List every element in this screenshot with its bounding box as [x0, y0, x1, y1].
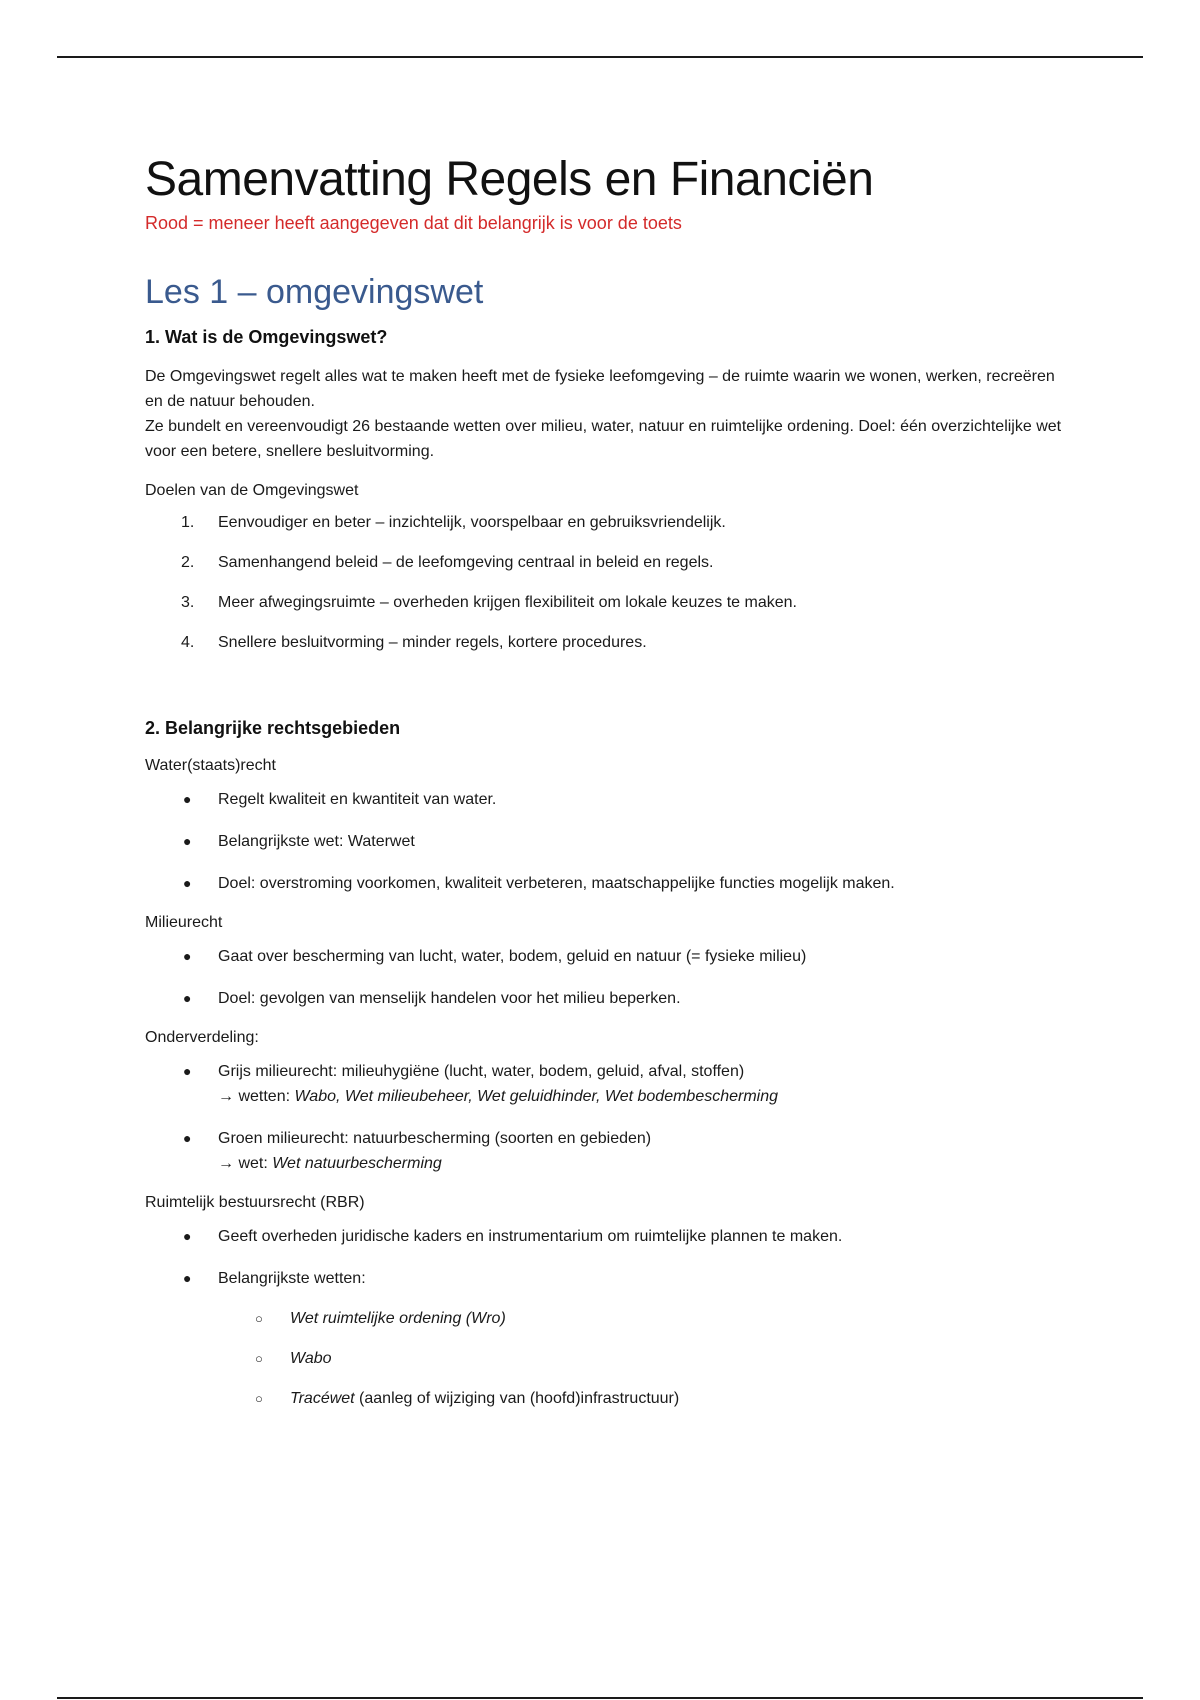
law-names: Wet natuurbescherming	[272, 1154, 442, 1172]
bullet-icon: ●	[183, 832, 192, 849]
list-item-text: Belangrijkste wetten:	[218, 1269, 366, 1287]
water-list	[145, 787, 1065, 896]
list-item-text: Snellere besluitvorming – minder regels, kortere procedures.	[218, 633, 647, 651]
list-item	[145, 512, 1065, 534]
paragraph-line-1: De Omgevingswet regelt alles wat te maken heeft met de fysieke leefomgeving – de ruimte waarin we wonen, werken, recreëren en de natuur behouden.	[145, 367, 1055, 410]
goals-list	[145, 512, 1065, 654]
bottom-rule	[57, 1697, 1143, 1699]
list-item-text: Doel: gevolgen van menselijk handelen voor het milieu beperken.	[218, 989, 681, 1007]
document-title: Samenvatting Regels en Financiën	[145, 153, 874, 206]
list-number: 1.	[181, 513, 195, 531]
document-page	[145, 150, 1065, 1410]
rbr-list	[145, 1224, 1065, 1291]
circle-bullet-icon: ○	[255, 1390, 263, 1406]
list-item-text: Belangrijkste wet: Waterwet	[218, 832, 415, 850]
bullet-icon: ●	[183, 874, 192, 891]
bullet-icon: ●	[183, 1062, 192, 1079]
onderverdeling-list	[145, 1059, 1065, 1176]
list-item	[145, 592, 1065, 614]
list-number: 2.	[181, 553, 195, 571]
arrow-line	[218, 1084, 1065, 1109]
law-name: Wabo	[290, 1349, 332, 1367]
onderverdeling-label: Onderverdeling:	[145, 1028, 259, 1046]
list-item	[145, 552, 1065, 574]
milieu-label: Milieurecht	[145, 913, 223, 931]
circle-bullet-icon: ○	[255, 1310, 263, 1326]
list-number: 3.	[181, 593, 195, 611]
bullet-icon: ●	[183, 1129, 192, 1146]
list-item	[145, 944, 1065, 969]
top-rule	[57, 56, 1143, 58]
arrow-prefix: → wet:	[218, 1154, 273, 1172]
bullet-icon: ●	[183, 947, 192, 964]
list-item	[145, 986, 1065, 1011]
list-item-text: Gaat over bescherming van lucht, water, bodem, geluid en natuur (= fysieke milieu)	[218, 947, 807, 965]
section-2-heading: 2. Belangrijke rechtsgebieden	[145, 717, 401, 738]
rbr-label: Ruimtelijk bestuursrecht (RBR)	[145, 1193, 365, 1211]
list-item-text: Samenhangend beleid – de leefomgeving centraal in beleid en regels.	[218, 553, 714, 571]
list-item-text: Meer afwegingsruimte – overheden krijgen flexibiliteit om lokale keuzes te maken.	[218, 593, 797, 611]
bullet-icon: ●	[183, 790, 192, 807]
list-item	[145, 632, 1065, 654]
law-note: (aanleg of wijziging van (hoofd)infrastructuur)	[354, 1389, 680, 1407]
sub-list-item	[145, 1388, 1065, 1410]
circle-bullet-icon: ○	[255, 1350, 263, 1366]
list-number: 4.	[181, 633, 195, 651]
bullet-icon: ●	[183, 1227, 192, 1244]
bullet-icon: ●	[183, 1269, 192, 1286]
sub-list-item	[145, 1308, 1065, 1330]
paragraph-line-2: Ze bundelt en vereenvoudigt 26 bestaande wetten over milieu, water, natuur en ruimtelijke ordening. Doel: één overzichtelijke wet voor een betere, snellere besluitvorming.	[145, 417, 1062, 460]
lesson-heading: Les 1 – omgevingswet	[145, 273, 484, 311]
milieu-list	[145, 944, 1065, 1011]
law-name: Tracéwet	[290, 1389, 355, 1407]
list-item	[145, 1126, 1065, 1176]
list-item	[145, 829, 1065, 854]
list-item-text: Regelt kwaliteit en kwantiteit van water.	[218, 790, 497, 808]
arrow-prefix: → wetten:	[218, 1087, 295, 1105]
section-1-paragraph	[145, 364, 1065, 464]
arrow-line	[218, 1151, 1065, 1176]
section-1-heading: 1. Wat is de Omgevingswet?	[145, 326, 388, 347]
law-name: Wet ruimtelijke ordening (Wro)	[290, 1309, 506, 1327]
red-legend-note: Rood = meneer heeft aangegeven dat dit belangrijk is voor de toets	[145, 213, 682, 233]
list-item	[145, 1266, 1065, 1291]
rbr-laws-list	[145, 1308, 1065, 1410]
list-item	[145, 787, 1065, 812]
law-names: Wabo, Wet milieubeheer, Wet geluidhinder, Wet bodembescherming	[294, 1087, 779, 1105]
list-item-text: Doel: overstroming voorkomen, kwaliteit verbeteren, maatschappelijke functies mogelijk maken.	[218, 874, 895, 892]
bullet-icon: ●	[183, 989, 192, 1006]
list-item	[145, 1224, 1065, 1249]
list-item-text: Eenvoudiger en beter – inzichtelijk, voorspelbaar en gebruiksvriendelijk.	[218, 513, 726, 531]
list-item-text: Groen milieurecht: natuurbescherming (soorten en gebieden)	[218, 1129, 652, 1147]
list-item-text: Grijs milieurecht: milieuhygiëne (lucht, water, bodem, geluid, afval, stoffen)	[218, 1062, 745, 1080]
list-item	[145, 871, 1065, 896]
sub-list-item	[145, 1348, 1065, 1370]
list-item	[145, 1059, 1065, 1109]
list-item-text: Geeft overheden juridische kaders en instrumentarium om ruimtelijke plannen te maken.	[218, 1227, 843, 1245]
water-label: Water(staats)recht	[145, 756, 276, 774]
goals-label: Doelen van de Omgevingswet	[145, 481, 359, 499]
